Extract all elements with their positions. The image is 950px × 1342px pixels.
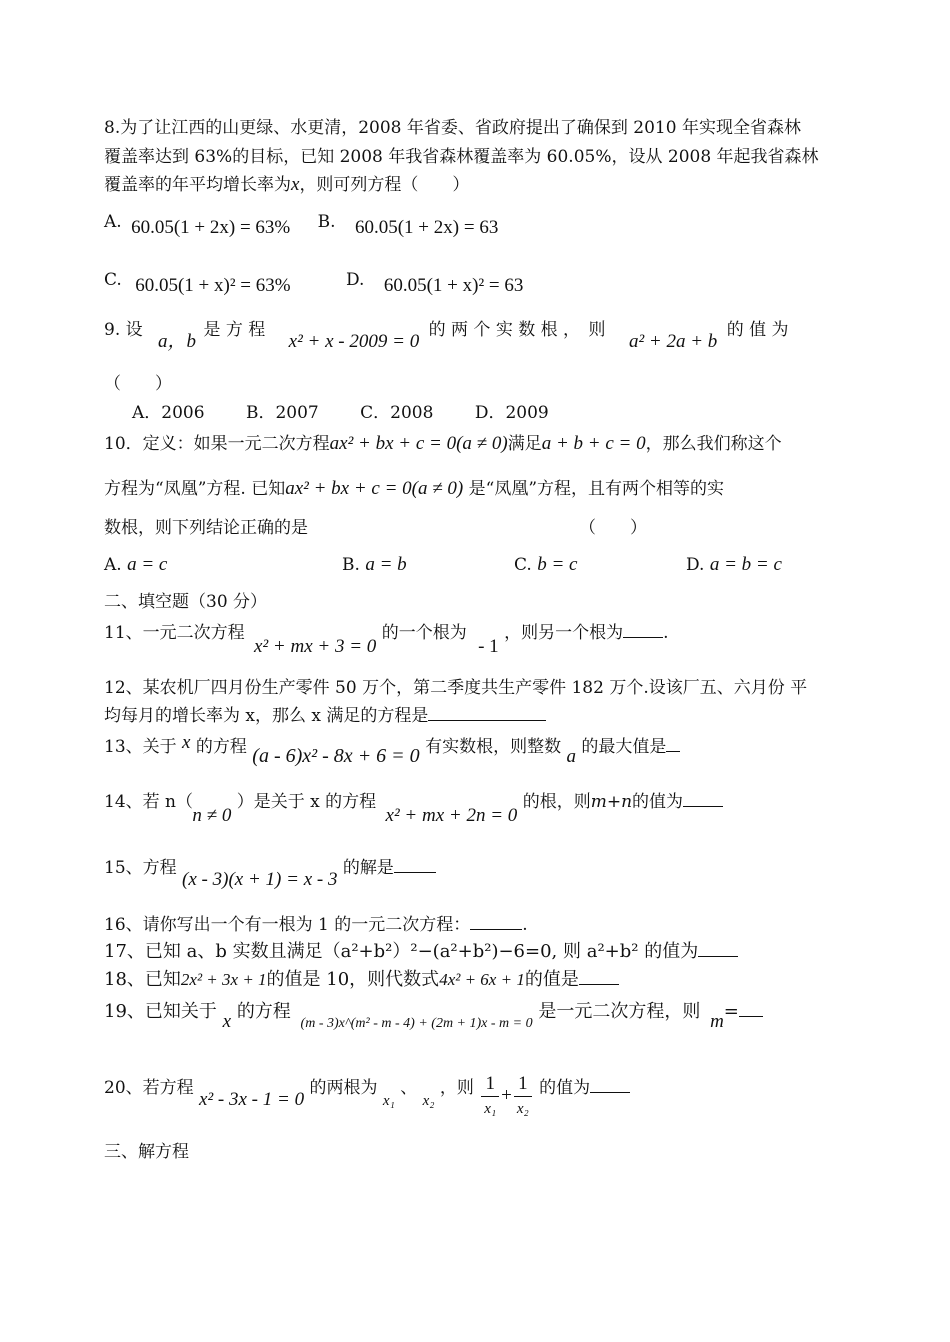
section-solve-heading: 三、解方程: [104, 1142, 189, 1162]
q8-option-c-label: C.: [104, 270, 122, 290]
q12-answer-blank[interactable]: [428, 704, 546, 721]
q8-option-a-label: A.: [104, 212, 122, 232]
q11: 11、一元二次方程 x² + mx + 3 = 0 的一个根为 - 1 ，则另一个根为 .: [104, 623, 669, 657]
q10-option-b: a = b: [365, 554, 407, 575]
q15: 15、方程 (x - 3)(x + 1) = x - 3 的解是: [104, 856, 436, 880]
q12-line2: 均每月的增长率为 x，那么 x 满足的方程是: [104, 704, 546, 728]
q13-answer-blank[interactable]: [666, 735, 680, 752]
q9-option-c: C．2008: [360, 403, 434, 423]
q10-option-c: b = c: [537, 554, 578, 575]
q19-answer-blank[interactable]: [739, 1000, 763, 1017]
q8-option-d: 60.05(1 + x)² = 63: [383, 275, 524, 296]
q8-option-c: 60.05(1 + x)² = 63%: [135, 275, 291, 296]
q8-line2: 覆盖率达到 63%的目标，已知 2008 年我省森林覆盖率为 60.05%，设从 2008 年起我省森林: [104, 147, 819, 167]
section-fill-in-heading: 二、填空题（30 分）: [104, 592, 268, 612]
q16: 16、请你写出一个有一根为 1 的一元二次方程： .: [104, 915, 528, 935]
q8-option-a: 60.05(1 + 2x) = 63%: [131, 217, 291, 238]
q9-options: [132, 401, 549, 425]
q15-answer-blank[interactable]: [394, 856, 436, 873]
q8-line1: 8.为了让江西的山更绿、水更清，2008 年省委、省政府提出了确保到 2010 年实现全省森林: [104, 118, 801, 138]
q10-option-a: a = c: [127, 554, 168, 575]
q8-line3: 覆盖率的年平均增长率为x，则可列方程（ ）: [104, 174, 470, 195]
q9-paren: （ ）: [104, 374, 172, 394]
q14-answer-blank[interactable]: [683, 790, 723, 807]
q19: 19、已知关于 x 的方程 $_{(m - 3)x\^{}(m^2 - m - 4) + (2m + 1)x - m = 0}$ 是一元二次方程，则 m=: [104, 1000, 763, 1026]
q9-line1: 9. 设 a，b 是 方 程 x² + x - 2009 = 0 的 两 个 实 数 根 ， 则 a² + 2a + b 的 值 为: [104, 320, 789, 352]
q20: 20、若方程 x² - 3x - 1 = 0 的两根为 x₁ 、 x₂ ，则 $\frac{1}{\text{x₁}}$ + $\frac{1}{\text{x₂}}$ 的值为: [104, 1064, 630, 1124]
q9-option-b: B．2007: [245, 403, 319, 423]
q8-option-d-label: D.: [345, 270, 365, 290]
q10-line2: 方程为“凤凰”方程. 已知ax² + bx + c = 0(a ≠ 0) 是“凤凰”方程，且有两个相等的实: [104, 478, 725, 499]
q14: 14、若 n（ n ≠ 0 ）是关于 x 的方程 x² + mx + 2n = 0 的根，则m+n的值为: [104, 790, 723, 814]
q9-option-d: D．2009: [474, 403, 549, 423]
fraction-one-over-x1: $\frac{1}{\text{x₁}}$: [481, 1072, 499, 1121]
q18: 18、已知2x² + 3x + 1的值是 10，则代数式4x² + 6x + 1的值是: [104, 968, 619, 992]
q11-answer-blank[interactable]: [623, 621, 663, 638]
q13: 13、关于 x 的方程 (a - 6)x² - 8x + 6 = 0 有实数根，则整数 a 的最大值是: [104, 734, 680, 759]
q17-answer-blank[interactable]: [698, 940, 738, 957]
q10-option-d: a = b = c: [709, 554, 782, 575]
q8-options-ab: [104, 210, 498, 240]
q8-options-cd: [104, 268, 523, 298]
q18-answer-blank[interactable]: [579, 968, 619, 985]
q8-option-b: 60.05(1 + 2x) = 63: [354, 217, 499, 238]
q19-equation: (m - 3)x^(m² - m - 4) + (2m + 1)x - m = 0: [300, 1016, 533, 1031]
q20-answer-blank[interactable]: [590, 1076, 630, 1093]
q10-line3: 数根，则下列结论正确的是 （ ）: [104, 518, 647, 538]
q17: 17、已知 a、b 实数且满足（a²+b²）²−(a²+b²)−6=0, 则 a²+b² 的值为: [104, 940, 738, 964]
q8-option-b-label: B.: [317, 212, 336, 232]
fraction-one-over-x2: $\frac{1}{\text{x₂}}$: [514, 1072, 532, 1121]
q16-answer-blank[interactable]: [470, 913, 522, 930]
q9-option-a: A．2006: [132, 403, 205, 423]
q12-line1: 12、某农机厂四月份生产零件 50 万个，第二季度共生产零件 182 万个.设该厂五、六月份 平: [104, 678, 808, 698]
q10-line1: 10．定义：如果一元二次方程ax² + bx + c = 0(a ≠ 0)满足a + b + c = 0，那么我们称这个: [104, 433, 782, 454]
